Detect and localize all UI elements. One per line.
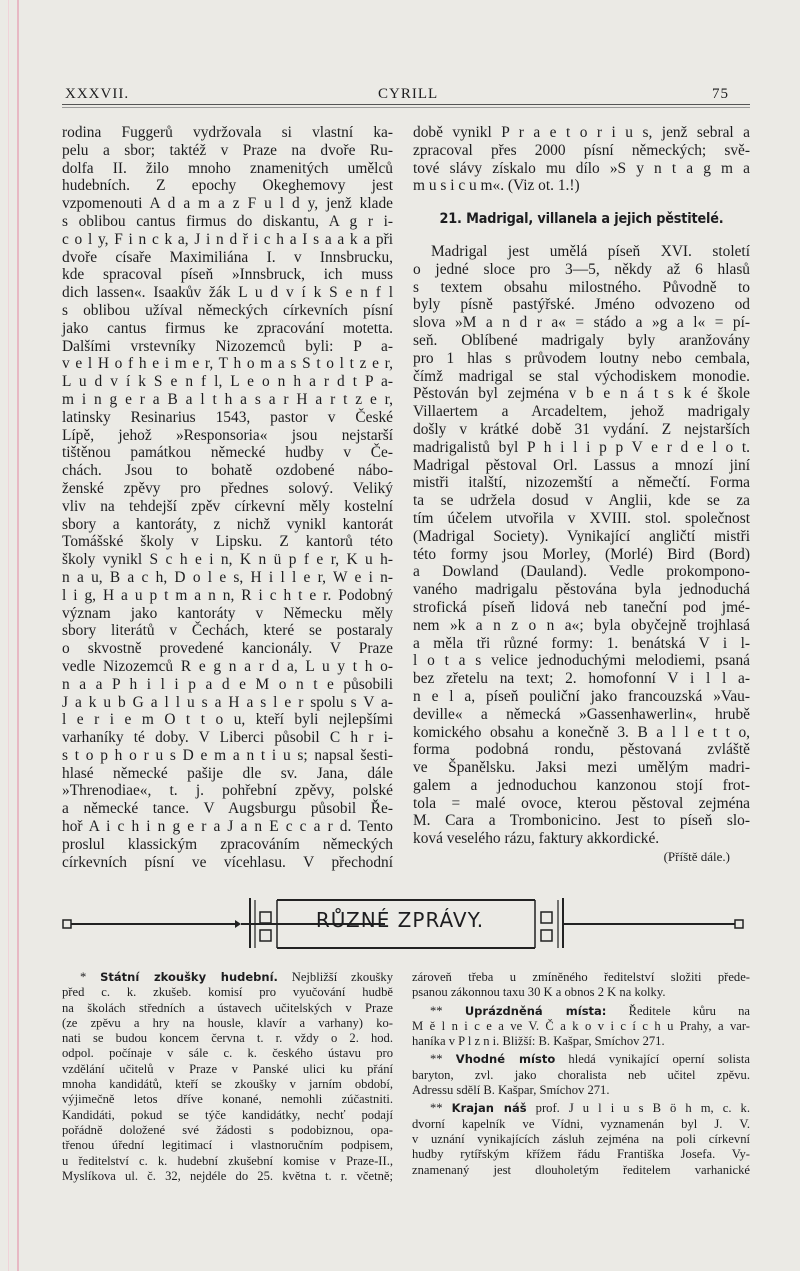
text-line: n e l a, píseň pouliční jako francouzská »Vau- bbox=[413, 687, 750, 705]
text-line: l e r i e m O t t o u, kteří byli nejlepšími bbox=[62, 711, 393, 729]
text-line: m i n g e r a B a l t h a s a r H a r t z e r, bbox=[62, 390, 393, 408]
text-line: (ze zpěvu a hry na housle, klavír a varhany) ko- bbox=[62, 1015, 393, 1030]
text-line: s t o p h o r u s D e m a n t i u s; napsal šesti- bbox=[62, 746, 393, 764]
text-line: ková veselého rázu, faktury akkordické. bbox=[413, 830, 660, 848]
text-line: (Madrigal Society). Vynikající angličtí mistři bbox=[413, 527, 750, 545]
paper-edge-mark bbox=[8, 0, 9, 1271]
text-line: komického obsahu a konečně 3. B a l l e t t o, bbox=[413, 723, 750, 741]
text-line: odpol. počínaje v sále c. k. českého ústavu pro bbox=[62, 1046, 393, 1061]
text-line: tola = malé ovoce, kterou pěstoval zejména bbox=[413, 794, 750, 812]
text-line: sbory a kantoráty, z nichž vynikl kantorát bbox=[62, 515, 393, 533]
text-line: L u d v í k S e n f l, L e o n h a r d t P a- bbox=[62, 373, 393, 391]
news-item bbox=[412, 1004, 750, 1050]
text-line: vzdělání učitelů v Praze v Panské ulici ku přání bbox=[62, 1061, 393, 1076]
news-item bbox=[62, 970, 393, 1184]
text-line: l i g, H a u p t m a n n, R i c h t e r. Podobný bbox=[62, 586, 393, 604]
text-line: bez zřetelu na text; 2. homofonní V i l l a- bbox=[413, 670, 750, 688]
text-line: psanou zákonnou taxu 30 K a obnos 2 K na kolky. bbox=[412, 985, 666, 1000]
text-line: Madrigal pěstoval Orl. Lassus a mnozí jiní bbox=[413, 456, 750, 474]
text-line: dvoře císaře Maximiliána I. v Innsbrucku, bbox=[62, 248, 393, 266]
text-line: byly písně pastýřské. Jméno odvozeno od bbox=[413, 296, 750, 314]
news-left-column bbox=[62, 970, 393, 1187]
text-line: o skvostně provedené kancionály. V Praze bbox=[62, 640, 393, 658]
text-line: a Dowland (Dauland). Vedle prokompono- bbox=[413, 563, 750, 581]
text-line: m u s i c u m«. (Viz ot. 1.!) bbox=[413, 177, 580, 195]
text-line: Kandidáti, pokud se týče kandidátky, nechť podají bbox=[62, 1107, 393, 1122]
margin-line bbox=[17, 0, 19, 1271]
item-marker: ** bbox=[430, 1003, 465, 1018]
item-marker: * bbox=[80, 970, 101, 984]
page-number: 75 bbox=[712, 86, 729, 102]
text-line: Dalšími vrstevníky Nizozemců byli: P a- bbox=[62, 337, 393, 355]
text-line: školy vynikl S c h e i n, K n ü p f e r, K u h- bbox=[62, 551, 393, 569]
text-line: n a a P h i l i p a d e M o n t e působili bbox=[62, 675, 393, 693]
text-line: Pěstován byl zejména v b e n á t s k é škole bbox=[413, 385, 750, 403]
text-line: ** Vhodné místo hledá vynikající operní solista bbox=[430, 1052, 750, 1067]
text-line: seň. Oblíbené madrigaly byly aranžovány bbox=[413, 331, 750, 349]
text-line: o jedné sloce pro 3—5, někdy až 6 hlasů bbox=[413, 260, 750, 278]
text-line: hudebních. Z epochy Okeghemovy jest bbox=[62, 177, 393, 195]
text-line: došly v krátké době 31 vydání. Z nejstarších bbox=[413, 420, 750, 438]
text-line: * Státní zkoušky hudební. Nejbližší zkoušky bbox=[80, 970, 393, 984]
volume-number: XXXVII. bbox=[65, 86, 130, 102]
text-line: slova »M a n d r a« = stádo a »g a l« = pí- bbox=[413, 314, 750, 332]
text-line: výjimečně letos dříve konané, nemohli zúčastniti. bbox=[62, 1092, 393, 1107]
text-line: vedle Nizozemců R e g n a r d a, L u y t h o- bbox=[62, 657, 393, 675]
text-line: varhaníky té doby. V Liberci působil C h r i- bbox=[62, 729, 393, 747]
text-line: zároveň třeba u zmíněného ředitelství složiti přede- bbox=[412, 970, 750, 984]
item-lead: Státní zkoušky hudební. bbox=[100, 970, 278, 984]
text-line: tištěnou památkou německé hudby v Če- bbox=[62, 444, 393, 462]
item-lead: Vhodné místo bbox=[455, 1052, 556, 1067]
text-line: význam jako kantoráty v Německu měly bbox=[62, 604, 393, 622]
text-line: ve Španělsku. Jaksi mezi umělým madri- bbox=[413, 759, 750, 777]
text-line: Madrigal jest umělá píseň XVI. století bbox=[431, 242, 750, 260]
news-right-column bbox=[412, 970, 750, 1181]
text-line: galem a jednoduchou kanzonou stojí frot- bbox=[413, 776, 750, 794]
text-line: ** Uprázdněná místa: Ředitele kůru na bbox=[430, 1003, 751, 1018]
text-line: c o l y, F i n c k a, J i n d ř i c h a I s a a k a při bbox=[62, 230, 393, 248]
text-line: sbory literátů v Čechách, které se postaraly bbox=[62, 622, 393, 640]
text-line: forma podobná rondu, pěstovaná zvláště bbox=[413, 741, 750, 759]
text-line: hudby rytířským křížem řádu Františka Josefa. Vy- bbox=[412, 1147, 750, 1162]
section-title-ruzne-zpravy: RŮZNÉ ZPRÁVY. bbox=[315, 908, 485, 932]
text-line: jako cantus firmus ke zpracování motetta. bbox=[62, 319, 393, 337]
right-column bbox=[413, 124, 750, 866]
text-line: M. Cara a Trombonicino. Jest to píseň slo- bbox=[413, 812, 750, 830]
text-line: s oblibou cantus firmus do diskantu, A g r i- bbox=[62, 212, 393, 230]
text-line: znamenaný jest dlouholetým ředitelem varhanické bbox=[412, 1162, 750, 1177]
text-line: ženské zpěvy pro přednes solový. Veliký bbox=[62, 479, 393, 497]
text-line: haníka v P l z n i. Bližší: B. Kašpar, Smíchov 271. bbox=[412, 1034, 665, 1049]
text-line: chách. Jsou to bohatě ozdobené nábo- bbox=[62, 462, 393, 480]
continued-note: (Příště dále.) bbox=[663, 849, 730, 865]
text-line: kde spracoval píseň »Innsbruck, ich muss bbox=[62, 266, 393, 284]
text-line: hlasé německé pašije dle sv. Jana, dále bbox=[62, 764, 393, 782]
text-line: ** Krajan náš prof. J u l i u s B ö h m, c. k. bbox=[430, 1101, 750, 1116]
text-line: s oblibou užíval německých církevních písní bbox=[62, 301, 393, 319]
header-rule-thin bbox=[62, 107, 750, 108]
text-line: »Threnodiae«, t. j. pohřební zpěvy, polské bbox=[62, 782, 393, 800]
text-line: vzpomenouti A d a m a z F u l d y, jenž klade bbox=[62, 195, 393, 213]
text-line: mistři italští, nizozemští a němečtí. Forma bbox=[413, 474, 750, 492]
text-line: tím účelem utvořila v XVIII. stol. společnost bbox=[413, 509, 750, 527]
text-line: na školách středních a ústavech učitelských v Praze bbox=[62, 1000, 393, 1015]
paragraph bbox=[413, 243, 750, 848]
text-line: ta se udržela dosud v Anglii, kde se za bbox=[413, 492, 750, 510]
text-line: pořádně doložené své žádosti s podobiznou, opa- bbox=[62, 1122, 393, 1137]
text-line: církevních písní ve vícehlasu. V přechodní bbox=[62, 853, 393, 871]
paragraph bbox=[413, 124, 750, 195]
text-line: Tomášské školy v Lipsku. Z kantorů této bbox=[62, 533, 393, 551]
paragraph bbox=[62, 124, 393, 871]
text-line: a německé tance. V Augsburgu působil Ře- bbox=[62, 800, 393, 818]
section-heading: 21. Madrigal, villanela a jejich pěstitelé. bbox=[439, 211, 724, 228]
text-line: strofická píseň lidová neb taneční pod jmé- bbox=[413, 598, 750, 616]
text-line: Villaertem a Arcadeltem, jehož madrigaly bbox=[413, 403, 750, 421]
text-line: u ředitelství c. k. hudební zkušební komise v Praze-II., bbox=[62, 1153, 393, 1168]
running-title: CYRILL bbox=[378, 86, 439, 102]
item-marker: ** bbox=[430, 1052, 456, 1067]
text-line: dich lassen«. Isaakův žák L u d v í k S e n f l bbox=[62, 284, 393, 302]
text-line: čímž madrigal se stal východiskem monodie. bbox=[413, 367, 750, 385]
text-line: době vynikl P r a e t o r i u s, jenž sebral a bbox=[413, 124, 750, 141]
text-line: nem »k a n z o n a«; byla obyčejně trojhlasá bbox=[413, 616, 750, 634]
text-line: mnoha kandidátů, kteří se zkoušky v jarním období, bbox=[62, 1077, 393, 1092]
text-line: třenou úřední legitimací i vlastnoručním podpisem, bbox=[62, 1138, 393, 1153]
item-lead: Uprázdněná místa: bbox=[464, 1003, 607, 1018]
text-line: této formy jsou Morley, (Morlé) Bird (Bord) bbox=[413, 545, 750, 563]
text-line: nati se budou koncem června t. r. vždy o 2. hod. bbox=[62, 1031, 393, 1046]
text-line: madrigalistů byl P h i l i p p V e r d e l o t. bbox=[413, 438, 750, 456]
text-line: pelu a sbor; taktéž v Praze na dvoře Ru- bbox=[62, 141, 393, 159]
text-line: s textem obsahu milostného. Původně to bbox=[413, 278, 750, 296]
news-item bbox=[412, 1052, 750, 1098]
text-line: hoř A i c h i n g e r a J a n E c c a r d. Tento bbox=[62, 818, 393, 836]
text-line: dvorní kapelník ve Vídni, vyznamenán byl J. V. bbox=[412, 1116, 750, 1131]
text-line: baryton, zvl. jako choralista neb učitel zpěvu. bbox=[412, 1067, 750, 1082]
text-line: latinsky Resinarius 1543, pastor v České bbox=[62, 408, 393, 426]
text-line: tové slávy získalo mu dílo »S y n t a g m a bbox=[413, 159, 750, 177]
text-line: rodina Fuggerů vydržovala si vlastní ka- bbox=[62, 124, 393, 141]
news-item bbox=[412, 1101, 750, 1177]
text-line: J a k u b G a l l u s a H a s l e r spolu s V a- bbox=[62, 693, 393, 711]
text-line: deville« a německá »Gassenhawerlin«, hrubě bbox=[413, 705, 750, 723]
item-marker: ** bbox=[430, 1101, 452, 1116]
text-line: proslul klassickým zpracováním německých bbox=[62, 835, 393, 853]
news-item bbox=[412, 970, 750, 1001]
header-rule bbox=[62, 104, 750, 105]
text-line: pro 1 hlas s průvodem loutny nebo cembala, bbox=[413, 349, 750, 367]
text-line: l o t a s velice jednoduchými melodiemi, psaná bbox=[413, 652, 750, 670]
text-line: Myslíkova ul. č. 32, nejdéle do 25. května t. r. včetně; bbox=[62, 1168, 393, 1183]
text-line: dolfa II. žilo mnoho znamenitých umělců bbox=[62, 159, 393, 177]
text-line: n a u, B a c h, D o l e s, H i l l e r, W e i n- bbox=[62, 568, 393, 586]
text-line: zpracoval přes 2000 písní německých; svě- bbox=[413, 141, 750, 159]
text-line: v e l H o f h e i m e r, T h o m a s S t o l t z e r, bbox=[62, 355, 393, 373]
text-line: M ě l n i c e a ve V. Č a k o v i c í c h u Prahy, a var- bbox=[412, 1018, 750, 1033]
text-line: vaného madrigalu pěstována byla jednoduchá bbox=[413, 581, 750, 599]
text-line: před c. k. zkušeb. komisí pro vyučování hudbě bbox=[62, 985, 393, 1000]
text-line: Lípě, jehož »Responsoria« jsou nejstarší bbox=[62, 426, 393, 444]
text-line: Adressu sdělí B. Kašpar, Smíchov 271. bbox=[412, 1083, 610, 1098]
text-line: vliv na tehdejší zpěv církevní měly kostelní bbox=[62, 497, 393, 515]
text-line: a měla tři různé formy: 1. benátská V i l- bbox=[413, 634, 750, 652]
left-column bbox=[62, 124, 393, 871]
item-lead: Krajan náš bbox=[451, 1101, 527, 1116]
text-line: v uznání vynikajících zásluh zejména na poli církevní bbox=[412, 1131, 750, 1146]
